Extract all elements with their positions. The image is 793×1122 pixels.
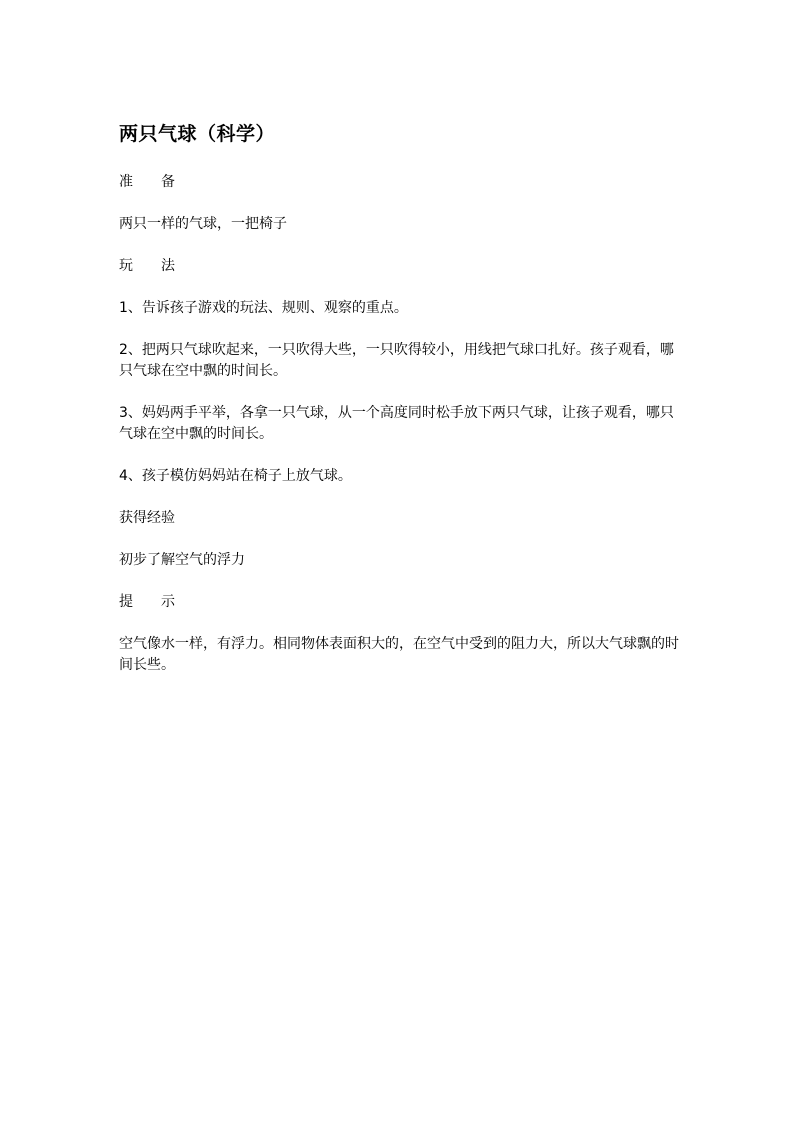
section-heading-experience: 获得经验 [119, 510, 175, 526]
gameplay-step-3: 3、妈妈两手平举，各拿一只气球，从一个高度同时松手放下两只气球，让孩子观看，哪只气球在空中飘的时间长。 [119, 405, 674, 442]
section-heading-tips: 提 示 [119, 594, 175, 610]
document-body [119, 120, 679, 697]
gameplay-step-2: 2、把两只气球吹起来，一只吹得大些，一只吹得较小，用线把气球口扎好。孩子观看，哪只气球在空中飘的时间长。 [119, 342, 674, 379]
gameplay-step-4: 4、孩子模仿妈妈站在椅子上放气球。 [119, 468, 352, 484]
section-heading-preparation: 准 备 [119, 174, 175, 190]
gameplay-step-1: 1、告诉孩子游戏的玩法、规则、观察的重点。 [119, 300, 408, 316]
section-heading-gameplay: 玩 法 [119, 258, 175, 274]
preparation-text: 两只一样的气球，一把椅子 [119, 216, 287, 232]
tips-text: 空气像水一样，有浮力。相同物体表面积大的，在空气中受到的阻力大，所以大气球飘的时间长些。 [119, 636, 679, 673]
experience-text: 初步了解空气的浮力 [119, 552, 245, 568]
document-title: 两只气球（科学） [119, 123, 276, 145]
